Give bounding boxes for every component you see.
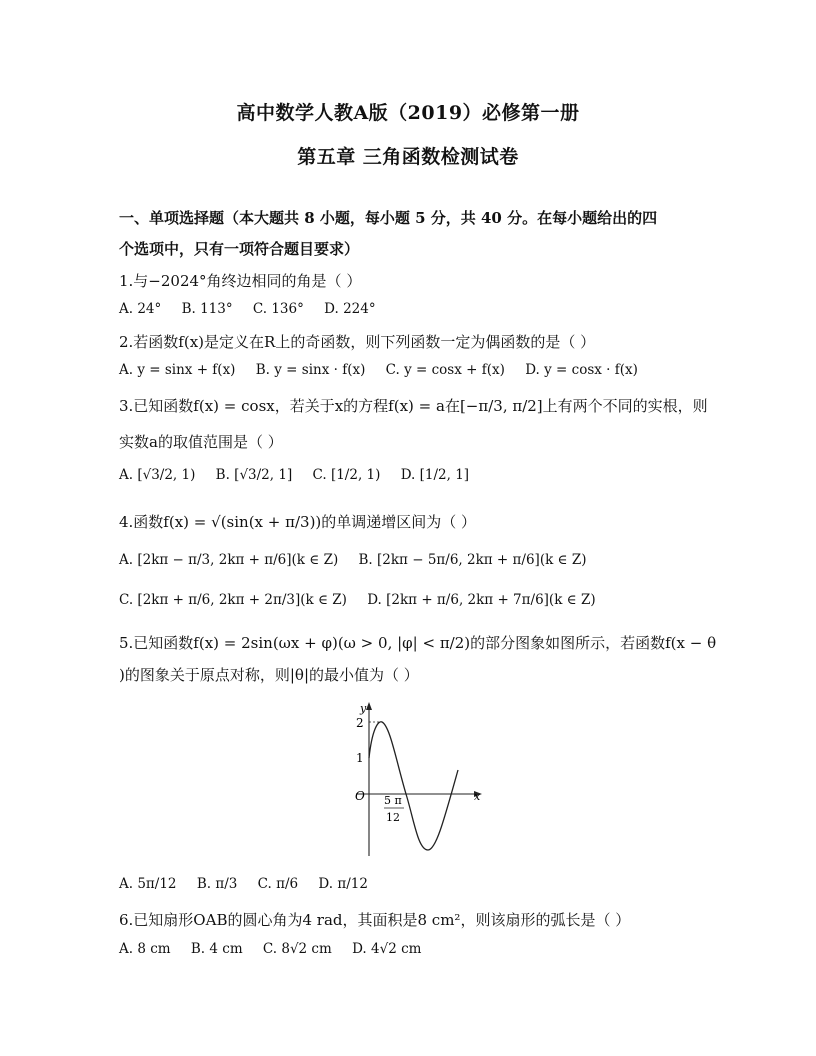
option-c[interactable]: C. π/6 — [257, 876, 299, 892]
sine-curve — [369, 722, 458, 850]
option-a[interactable]: A. [√3/2, 1) — [119, 467, 196, 483]
option-c[interactable]: C. 136° — [252, 301, 304, 317]
tick-label-1: 1 — [356, 751, 364, 765]
option-d[interactable]: D. [2kπ + π/6, 2kπ + 7π/6](k ∈ Z) — [367, 592, 596, 608]
question-2-options — [119, 362, 724, 378]
question-4-options-row2 — [119, 592, 724, 608]
x-axis-label: x — [474, 790, 481, 803]
tick-fraction-denominator: 12 — [386, 811, 400, 824]
option-d[interactable]: D. 4√2 cm — [352, 941, 422, 957]
question-6-options — [119, 941, 724, 957]
option-c[interactable]: C. [1/2, 1) — [312, 467, 381, 483]
question-1-options — [119, 301, 724, 317]
question-5-stem-line1: 5.已知函数f(x) = 2sin(ωx + φ)(ω > 0, |φ| < π/2)的部分图象如图所示，若函数f(x − θ — [119, 634, 717, 652]
question-5-stem-line2: )的图象关于原点对称，则|θ|的最小值为（ ） — [119, 666, 419, 684]
origin-label: O — [355, 789, 365, 803]
question-1-stem: 1.与−2024°角终边相同的角是（ ） — [119, 272, 362, 290]
option-a[interactable]: A. 8 cm — [119, 941, 171, 957]
option-a[interactable]: A. 24° — [119, 301, 162, 317]
y-axis-arrow — [366, 702, 372, 710]
question-4-options-row1 — [119, 552, 724, 568]
tick-fraction-numerator: 5 π — [384, 794, 402, 807]
option-b[interactable]: B. 113° — [181, 301, 233, 317]
sine-graph-figure — [338, 700, 488, 860]
option-b[interactable]: B. π/3 — [196, 876, 238, 892]
option-d[interactable]: D. 224° — [324, 301, 376, 317]
question-4-stem: 4.函数f(x) = √(sin(x + π/3))的单调递增区间为（ ） — [119, 513, 477, 531]
question-3-stem-line2: 实数a的取值范围是（ ） — [119, 433, 283, 451]
option-b[interactable]: B. [√3/2, 1] — [215, 467, 293, 483]
option-a[interactable]: A. [2kπ − π/3, 2kπ + π/6](k ∈ Z) — [119, 552, 339, 568]
tick-label-2: 2 — [356, 716, 364, 730]
option-d[interactable]: D. [1/2, 1] — [400, 467, 470, 483]
option-c[interactable]: C. [2kπ + π/6, 2kπ + 2π/3](k ∈ Z) — [119, 592, 347, 608]
chapter-title: 第五章 三角函数检测试卷 — [297, 146, 519, 168]
option-c[interactable]: C. 8√2 cm — [262, 941, 332, 957]
section-heading-line2: 个选项中，只有一项符合题目要求） — [119, 240, 360, 258]
option-b[interactable]: B. y = sinx · f(x) — [255, 362, 366, 378]
section-heading-line1: 一、单项选择题（本大题共 8 小题，每小题 5 分，共 40 分。在每小题给出的四 — [119, 209, 658, 227]
option-d[interactable]: D. π/12 — [318, 876, 368, 892]
option-a[interactable]: A. 5π/12 — [119, 876, 177, 892]
option-d[interactable]: D. y = cosx · f(x) — [525, 362, 638, 378]
question-5-options — [119, 876, 724, 892]
question-3-stem-line1: 3.已知函数f(x) = cosx，若关于x的方程f(x) = a在[−π/3, π/2]上有两个不同的实根，则 — [119, 397, 708, 415]
exam-title: 高中数学人教A版（2019）必修第一册 — [236, 102, 580, 124]
option-a[interactable]: A. y = sinx + f(x) — [119, 362, 236, 378]
option-b[interactable]: B. [2kπ − 5π/6, 2kπ + π/6](k ∈ Z) — [358, 552, 587, 568]
question-3-options — [119, 467, 724, 483]
option-b[interactable]: B. 4 cm — [190, 941, 243, 957]
y-axis-label: y — [360, 702, 367, 715]
question-2-stem: 2.若函数f(x)是定义在R上的奇函数，则下列函数一定为偶函数的是（ ） — [119, 333, 596, 351]
option-c[interactable]: C. y = cosx + f(x) — [385, 362, 505, 378]
question-6-stem: 6.已知扇形OAB的圆心角为4 rad，其面积是8 cm²，则该扇形的弧长是（ ） — [119, 911, 631, 929]
